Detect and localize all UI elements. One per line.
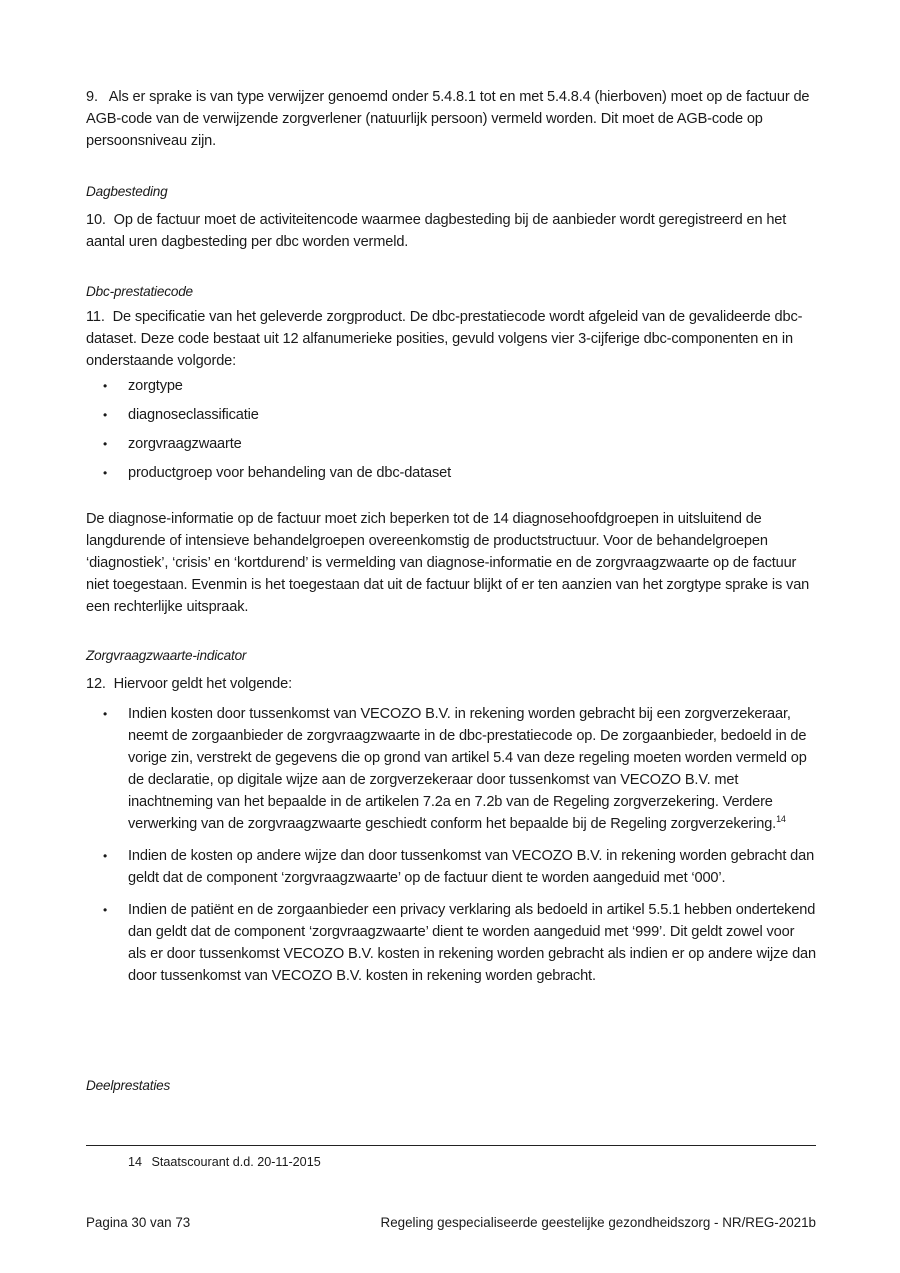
diagnose-paragraph-text: De diagnose-informatie op de factuur moet zich beperken tot de 14 diagnosehoofdgroepen in uitsluitend de langdurende of intensieve behandelgroepen overeenkomstig de productstructuur. Voor de behandelgroepen ‘diagnostiek’, ‘crisis’ en ‘kortdurend’ is vermelding van diagnose-informatie en de zorgvraagzwaarte op de factuur niet toegestaan. Evenmin is het toegestaan dat uit de factuur blijkt of er ten aanzien van het zorgtype sprake is van een rechterlijke uitspraak.: [86, 511, 810, 615]
bullet-icon: •: [103, 849, 108, 863]
footnote-number: 14: [128, 1155, 143, 1169]
item-12-bullets: [86, 703, 816, 987]
list-item: [86, 462, 816, 484]
document-title: Regeling gespecialiseerde geestelijke gezondheidszorg - NR/REG-2021b: [380, 1215, 816, 1230]
list-item-text: Indien de patiënt en de zorgaanbieder een privacy verklaring als bedoeld in artikel 5.5.1 hebben ondertekend dan geldt dat de component ‘zorgvraagzwaarte’ dient te worden aangeduid met ‘999’. Dit geldt zowel voor als er door tussenkomst VECOZO B.V. kosten in rekening worden gebracht als indien er op andere wijze dan door tussenkomst van VECOZO B.V. kosten in rekening worden gebracht.: [128, 902, 816, 984]
list-item-text: Indien de kosten op andere wijze dan door tussenkomst van VECOZO B.V. in rekening worden gebracht dan geldt dat de component ‘zorgvraagzwaarte’ op de factuur dient te worden aangeduid met ‘000’.: [128, 848, 815, 886]
list-item-text: zorgtype: [128, 378, 183, 394]
footnote-ref[interactable]: 14: [776, 814, 786, 824]
item-9: [86, 86, 816, 152]
section-zorgvraagzwaarte-indicator: [86, 646, 816, 666]
heading-dbc-prestatiecode: Dbc-prestatiecode: [86, 284, 193, 299]
item-12: [86, 673, 816, 695]
bullet-icon: •: [103, 707, 108, 721]
list-item-text: Indien kosten door tussenkomst van VECOZO B.V. in rekening worden gebracht bij een zorgverzekeraar, neemt de zorgaanbieder de zorgvraagzwaarte in de dbc-prestatiecode op. De zorgaanbieder, bedoeld in de vorige zin, verstrekt de gegevens die op grond van artikel 5.4 van deze regeling moeten worden vermeld op de declaratie, op digitale wijze aan de zorgverzekeraar door tussenkomst van VECOZO B.V. met inachtneming van het bepaalde in de artikelen 7.2a en 7.2b van de Regeling zorgverzekering. Verdere verwerking van de zorgvraagzwaarte geschiedt conform het bepaalde bij de Regeling zorgverzekering.: [128, 706, 807, 832]
item-12-text: 12. Hiervoor geldt het volgende:: [86, 676, 292, 692]
list-item-text: zorgvraagzwaarte: [128, 436, 242, 452]
list-item: [86, 375, 816, 397]
diagnose-paragraph: [86, 508, 816, 618]
list-item-text: productgroep voor behandeling van de dbc-dataset: [128, 465, 452, 481]
item-10: [86, 209, 816, 253]
page-number: Pagina 30 van 73: [86, 1215, 191, 1230]
item-11: [86, 306, 816, 372]
item-11-text: 11. De specificatie van het geleverde zorgproduct. De dbc-prestatiecode wordt afgeleid van de gevalideerde dbc-dataset. Deze code bestaat uit 12 alfanumerieke posities, gevuld volgens vier 3-cijferige dbc-componenten en in onderstaande volgorde:: [86, 309, 803, 369]
bullet-icon: •: [103, 379, 108, 393]
list-item: [86, 433, 816, 455]
list-item: [86, 404, 816, 426]
list-item: [86, 899, 816, 987]
section-dbc-prestatiecode: [86, 282, 816, 302]
item-10-text: 10. Op de factuur moet de activiteitencode waarmee dagbesteding bij de aanbieder wordt geregistreerd en het aantal uren dagbesteding per dbc worden vermeld.: [86, 212, 791, 250]
heading-dagbesteding: Dagbesteding: [86, 184, 168, 199]
heading-deelprestaties: Deelprestaties: [86, 1078, 171, 1093]
list-item: [86, 845, 816, 889]
section-deelprestaties: [86, 1076, 816, 1096]
footnote-divider: [86, 1145, 816, 1146]
bullet-icon: •: [103, 437, 108, 451]
bullet-icon: •: [103, 408, 108, 422]
dbc-components-list: [86, 375, 816, 491]
section-dagbesteding: [86, 182, 816, 202]
item-9-text: 9. Als er sprake is van type verwijzer genoemd onder 5.4.8.1 tot en met 5.4.8.4 (hierboven) moet op de factuur de AGB-code van de verwijzende zorgverlener (natuurlijk persoon) vermeld worden. Dit moet de AGB-code op persoonsniveau zijn.: [86, 89, 813, 149]
list-item: [86, 703, 816, 835]
bullet-icon: •: [103, 903, 108, 917]
footnote-text: Staatscourant d.d. 20-11-2015: [151, 1155, 321, 1169]
footnote: [128, 1154, 321, 1170]
heading-zorgvraagzwaarte-indicator: Zorgvraagzwaarte-indicator: [86, 648, 247, 663]
bullet-icon: •: [103, 466, 108, 480]
list-item-text: diagnoseclassificatie: [128, 407, 259, 423]
